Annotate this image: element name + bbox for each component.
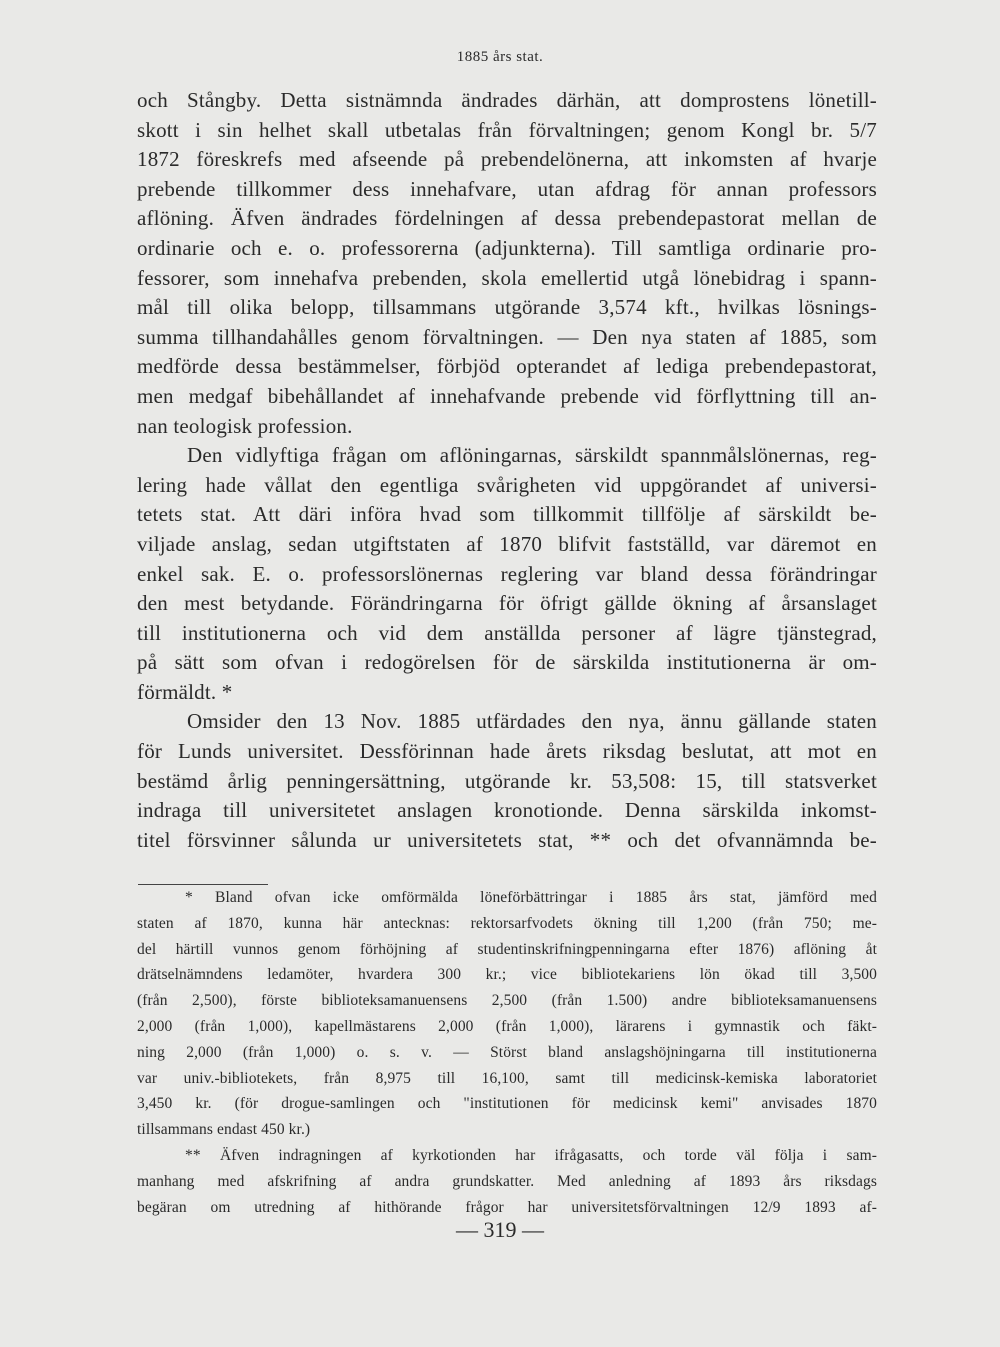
body-line: titel försvinner sålunda ur universitetets stat, ** och det ofvannämnda be- <box>137 827 877 852</box>
body-line: Den vidlyftiga frågan om aflöningarnas, särskildt spannmålslönernas, reg- <box>187 443 877 468</box>
footnotes <box>137 885 877 1220</box>
body-line: förmäldt. * <box>137 679 233 704</box>
running-header: 1885 års stat. <box>456 49 544 65</box>
body-line: nan teologisk profession. <box>137 413 353 438</box>
footnote-line: (från 2,500), förste biblioteksamanuensens 2,500 (från 1.500) andre biblioteksamanuensens <box>137 992 877 1010</box>
body-line: mål till olika belopp, tillsammans utgörande 3,574 kft., hvilkas lösnings- <box>137 295 877 320</box>
body-line: för Lunds universitet. Dessförinnan hade årets riksdag beslutat, att mot en <box>137 739 877 764</box>
body-line: bestämd årlig penningersättning, utgörande kr. 53,508: 15, till statsverket <box>137 768 877 793</box>
footnote-line: 2,000 (från 1,000), kapellmästarens 2,000 (från 1,000), lärarens i gymnastik och fäkt- <box>137 1017 877 1035</box>
body-line: enkel sak. E. o. professorslönernas reglering var bland dessa förändringar <box>137 561 877 586</box>
footnote-line: staten af 1870, kunna här antecknas: rektorsarfvodets ökning till 1,200 (från 750; me- <box>137 914 877 932</box>
footnote-line: 3,450 kr. (för drogue-samlingen och "institutionen för medicinsk kemi" anvisades 1870 <box>137 1095 877 1113</box>
footnote-line: * Bland ofvan icke omförmälda löneförbättringar i 1885 års stat, jämförd med <box>185 889 877 906</box>
footnote-line: ning 2,000 (från 1,000) o. s. v. — Störst bland anslagshöjningarna till institutionerna <box>137 1043 877 1061</box>
footnote-line: ** Äfven indragningen af kyrkotionden har ifrågasatts, och torde väl följa i sam- <box>185 1146 877 1164</box>
footnote-line: begäran om utredning af hithörande frågor har universitetsförvaltningen 12/9 1893 af- <box>137 1198 877 1216</box>
body-line: ordinarie och e. o. professorerna (adjunkterna). Till samtliga ordinarie pro- <box>137 235 877 260</box>
body-line: summa tillhandahålles genom förvaltningen. — Den nya staten af 1885, som <box>137 324 877 349</box>
body-line: den mest betydande. Förändringarna för öfrigt gällde ökning af årsanslaget <box>137 591 877 616</box>
body-line: fessorer, som innehafva prebenden, skola emellertid utgå lönebidrag i spann- <box>137 265 877 290</box>
body-line: på sätt som ofvan i redogörelsen för de särskilda institutionerna är om- <box>137 650 877 675</box>
body-line: viljade anslag, sedan utgiftstaten af 1870 blifvit fastställd, var däremot en <box>137 531 877 556</box>
body-line: aflöning. Äfven ändrades fördelningen af dessa prebendepastorat mellan de <box>137 206 877 231</box>
body-line: medförde dessa bestämmelser, förbjöd opterandet af lediga prebendepastorat, <box>137 354 877 379</box>
footnote-line: del härtill vunnos genom förhöjning af studentinskrifningpenningarna efter 1876) aflöning åt <box>137 940 877 958</box>
footnote-line: var univ.-bibliotekets, från 8,975 till 16,100, samt till medicinsk-kemiska laboratoriet <box>137 1069 877 1087</box>
body-line: indraga till universitetet anslagen kronotionde. Denna särskilda inkomst- <box>137 798 877 823</box>
body-line: lering hade vållat den egentliga svårigheten vid uppgörandet af universi- <box>137 472 877 497</box>
footnote-line: tillsammans endast 450 kr.) <box>137 1121 311 1139</box>
body-text <box>137 86 877 855</box>
body-line: skott i sin helhet skall utbetalas från förvaltningen; genom Kongl br. 5/7 <box>137 117 877 142</box>
body-line: och Stångby. Detta sistnämnda ändrades därhän, att domprostens lönetill- <box>137 88 877 112</box>
body-line: 1872 föreskrefs med afseende på prebendelönerna, att inkomsten af hvarje <box>137 147 877 172</box>
body-line: till institutionerna och vid dem anställda personer af lägre tjänstegrad, <box>137 620 877 645</box>
body-line: tetets stat. Att däri införa hvad som tillkommit tillfölje af särskildt be- <box>137 502 877 527</box>
footnote-line: manhang med afskrifning af andra grundskatter. Med anledning af 1893 års riksdags <box>137 1172 877 1190</box>
body-line: prebende tillkommer dess innehafvare, utan afdrag för annan professors <box>137 176 877 201</box>
page-number: — 319 — <box>456 1217 544 1242</box>
body-line: men medgaf bibehållandet af innehafvande prebende vid förflyttning till an- <box>137 383 877 408</box>
footnote-line: drätselnämndens ledamöter, hvardera 300 kr.; vice bibliotekariens lön ökad till 3,500 <box>137 966 877 984</box>
body-line: Omsider den 13 Nov. 1885 utfärdades den nya, ännu gällande staten <box>187 709 877 734</box>
